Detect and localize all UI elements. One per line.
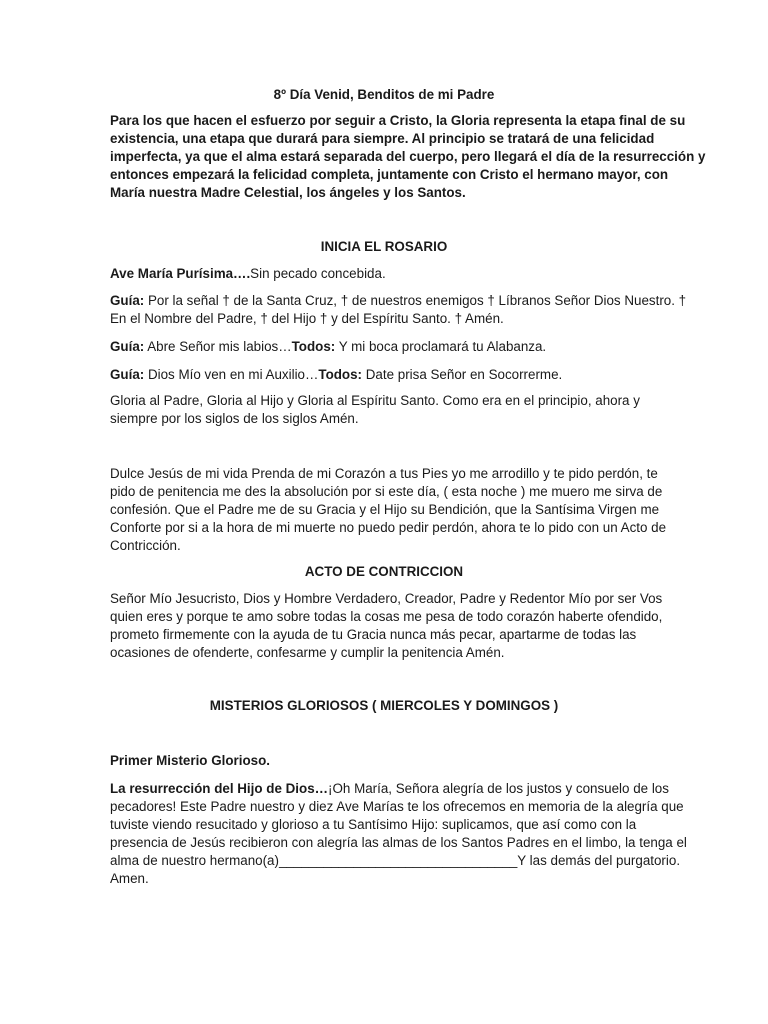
intro-paragraph (110, 112, 706, 202)
acto-line: prometo firmemente con la ayuda de tu Gracia nunca más pecar, apartarme de todas las (110, 627, 637, 642)
todos-text: Date prisa Señor en Socorrerme. (362, 367, 563, 382)
resurreccion-text: ¡Oh María, Señora alegría de los justos y consuelo de los (328, 781, 669, 796)
resurreccion-paragraph (110, 780, 687, 888)
guia-line: En el Nombre del Padre, † del Hijo † y del Espíritu Santo. † Amén. (110, 311, 504, 326)
dulce-line: confesión. Que el Padre me de su Gracia y el Hijo su Bendición, que la Santísima Virgen me (110, 502, 660, 517)
ave-bold: Ave María Purísima…. (110, 266, 251, 281)
guia-label: Guía: (110, 339, 145, 354)
resurreccion-line: presencia de Jesús recibieron con alegría las almas de los Santos Padres en el limbo, la tenga el (110, 835, 687, 850)
ave-maria-line (110, 265, 658, 283)
acto-line: ocasiones de ofenderte, confesarme y cumplir la penitencia Amén. (110, 645, 505, 660)
gloria-line: siempre por los siglos de los siglos Amén. (110, 411, 359, 426)
guia-text: Por la señal † de la Santa Cruz, † de nuestros enemigos † Líbranos Señor Dios Nuestro. † (144, 293, 687, 308)
resurreccion-bold: La resurrección del Hijo de Dios… (110, 781, 329, 796)
misterios-heading: MISTERIOS GLORIOSOS ( MIERCOLES Y DOMINGOS ) (209, 698, 559, 713)
guia-line (110, 292, 687, 310)
page-title: 8º Día Venid, Benditos de mi Padre (273, 87, 495, 102)
gloria-paragraph (110, 392, 658, 428)
intro-line: existencia, una etapa que durará para siempre. Al principio se tratará de una felicidad (110, 131, 655, 146)
intro-line: María nuestra Madre Celestial, los ángeles y los Santos. (110, 185, 466, 200)
primer-misterio-heading: Primer Misterio Glorioso. (110, 753, 270, 768)
acto-heading: ACTO DE CONTRICCION (304, 564, 464, 579)
guia-label: Guía: (110, 367, 145, 382)
acto-line: Señor Mío Jesucristo, Dios y Hombre Verdadero, Creador, Padre y Redentor Mío por ser Vos (110, 591, 663, 606)
resurreccion-line (110, 780, 669, 798)
resurreccion-line: tuviste viendo resucitado y glorioso a tu Santísimo Hijo: suplicamos, que así como con la (110, 817, 637, 832)
ave-response: Sin pecado concebida. (250, 266, 386, 281)
guia-label: Guía: (110, 293, 145, 308)
dulce-line: Contricción. (110, 538, 181, 553)
guia-sign-of-cross (110, 292, 687, 328)
acto-paragraph (110, 590, 663, 662)
rosary-heading: INICIA EL ROSARIO (320, 239, 448, 254)
resurreccion-line: Amen. (110, 871, 149, 886)
intro-line: imperfecta, ya que el alma estará separada del cuerpo, pero llegará el día de la resurrección y (110, 149, 706, 164)
todos-label: Todos: (291, 339, 336, 354)
intro-line: Para los que hacen el esfuerzo por seguir a Cristo, la Gloria representa la etapa final de su (110, 113, 686, 128)
guia-text: Dios Mío ven en mi Auxilio… (144, 367, 319, 382)
resurreccion-line: pecadores! Este Padre nuestro y diez Ave Marías te los ofrecemos en memoria de la alegría que (110, 799, 684, 814)
resurreccion-line: alma de nuestro hermano(a)________________________________Y las demás del purgatorio. (110, 853, 681, 868)
intro-line: entonces empezará la felicidad completa, juntamente con Cristo el hermano mayor, con (110, 167, 669, 182)
todos-text: Y mi boca proclamará tu Alabanza. (335, 339, 547, 354)
gloria-line: Gloria al Padre, Gloria al Hijo y Gloria al Espíritu Santo. Como era en el principio, ahora y (110, 393, 640, 408)
dulce-line: pido de penitencia me des la absolución por si este día, ( esta noche ) me muero me sirva de (110, 484, 663, 499)
guia-text: Abre Señor mis labios… (144, 339, 292, 354)
guia-labios (110, 338, 658, 356)
dulce-line: Dulce Jesús de mi vida Prenda de mi Corazón a tus Pies yo me arrodillo y te pido perdón, te (110, 466, 658, 481)
dulce-line: Conforte por si a la hora de mi muerte no puedo pedir perdón, ahora te lo pido con un Acto de (110, 520, 667, 535)
dulce-jesus-paragraph (110, 465, 667, 555)
todos-label: Todos: (318, 367, 363, 382)
acto-line: quien eres y porque te amo sobre todas la cosas me pesa de todo corazón haberte ofendido, (110, 609, 663, 624)
guia-auxilio (110, 366, 658, 384)
